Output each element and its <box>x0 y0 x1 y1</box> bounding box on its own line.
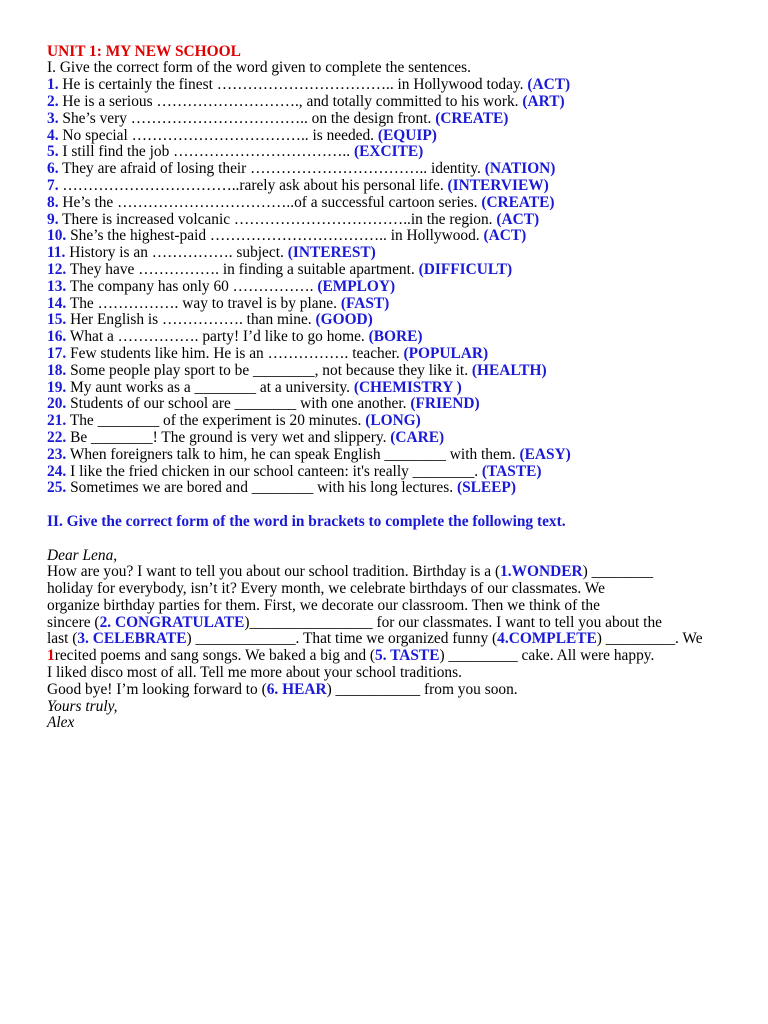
item-number: 25. <box>47 479 67 497</box>
item-base-word: (INTEREST) <box>287 244 376 262</box>
letter-line <box>47 564 703 581</box>
item-number: 15. <box>47 311 67 329</box>
item-number: 8. <box>47 193 59 211</box>
item-base-word: (TASTE) <box>481 462 542 480</box>
letter-text: recited poems and sang songs. We baked a big and ( <box>54 647 376 665</box>
letter-marker: 1 <box>47 647 55 665</box>
item-base-word: (NATION) <box>484 160 556 178</box>
item-sentence: Be ________! The ground is very wet and slippery. <box>70 428 387 446</box>
letter-base-word: 1.WONDER <box>500 563 583 581</box>
item-base-word: (HEALTH) <box>471 361 547 379</box>
exercise-item <box>47 430 703 447</box>
item-base-word: (FRIEND) <box>410 395 480 413</box>
part1-instruction: I. Give the correct form of the word given to complete the sentences. <box>47 59 471 77</box>
item-sentence: He’s the ……………………………..of a successful cartoon series. <box>62 193 478 211</box>
item-sentence: Some people play sport to be ________, not because they like it. <box>70 361 469 379</box>
item-number: 12. <box>47 260 67 278</box>
exercise-item <box>47 346 703 363</box>
letter-base-word: 2. CONGRATULATE <box>99 613 245 631</box>
letter-text: Good bye! I’m looking forward to ( <box>47 680 267 698</box>
letter-line <box>47 581 703 598</box>
letter-line <box>47 682 703 699</box>
item-number: 23. <box>47 445 67 463</box>
letter-base-word: 6. HEAR <box>266 680 327 698</box>
exercise-item <box>47 94 703 111</box>
item-base-word: (CREATE) <box>435 109 509 127</box>
exercise-item <box>47 77 703 94</box>
exercise-item <box>47 245 703 262</box>
exercise-item <box>47 144 703 161</box>
item-sentence: She’s the highest-paid …………………………….. in Hollywood. <box>70 227 480 245</box>
item-base-word: (INTERVIEW) <box>447 176 549 194</box>
letter-text: )________________ for our classmates. I want to tell you about the <box>244 613 662 631</box>
item-base-word: (ACT) <box>496 210 540 228</box>
item-base-word: (ACT) <box>527 76 571 94</box>
item-number: 3. <box>47 109 59 127</box>
item-number: 16. <box>47 328 67 346</box>
item-number: 13. <box>47 277 67 295</box>
letter-text: holiday for everybody, isn’t it? Every month, we celebrate birthdays of our classmates. We <box>47 580 605 598</box>
exercise-item <box>47 329 703 346</box>
letter-line <box>47 648 703 665</box>
letter-text: ) _________. We <box>596 630 703 648</box>
item-number: 21. <box>47 412 67 430</box>
item-number: 7. <box>47 176 59 194</box>
letter-text: ) _____________. That time we organized funny ( <box>186 630 498 648</box>
item-base-word: (EMPLOY) <box>317 277 396 295</box>
item-sentence: No special …………………………….. is needed. <box>62 126 375 144</box>
item-sentence: She’s very …………………………….. on the design front. <box>62 109 432 127</box>
item-number: 11. <box>47 244 66 262</box>
letter-line <box>47 598 703 615</box>
letter-signature: Alex <box>47 714 75 732</box>
exercise-item <box>47 312 703 329</box>
item-sentence: He is a serious ………………………., and totally committed to his work. <box>62 92 519 110</box>
item-sentence: History is an ……………. subject. <box>69 244 284 262</box>
exercise-item <box>47 212 703 229</box>
item-number: 1. <box>47 76 59 94</box>
item-base-word: (FAST) <box>340 294 390 312</box>
exercise-item <box>47 396 703 413</box>
item-number: 17. <box>47 344 67 362</box>
item-base-word: (EQUIP) <box>377 126 437 144</box>
item-number: 20. <box>47 395 67 413</box>
item-sentence: ……………………………..rarely ask about his personal life. <box>62 176 444 194</box>
item-base-word: (ACT) <box>483 227 527 245</box>
item-base-word: (EXCITE) <box>353 143 424 161</box>
letter-line <box>47 631 703 648</box>
item-base-word: (BORE) <box>368 328 423 346</box>
exercise-item <box>47 447 703 464</box>
item-number: 22. <box>47 428 67 446</box>
letter-base-word: 5. TASTE <box>375 647 440 665</box>
item-base-word: (CARE) <box>390 428 445 446</box>
item-sentence: Her English is ……………. than mine. <box>70 311 312 329</box>
exercise-item <box>47 480 703 497</box>
item-number: 18. <box>47 361 67 379</box>
item-number: 14. <box>47 294 67 312</box>
item-base-word: (LONG) <box>365 412 421 430</box>
blank-line <box>47 531 703 548</box>
item-sentence: They are afraid of losing their …………………………….. identity. <box>62 160 481 178</box>
item-base-word: (CREATE) <box>481 193 555 211</box>
exercise-item <box>47 363 703 380</box>
exercise-item <box>47 195 703 212</box>
item-sentence: There is increased volcanic ……………………………..in the region. <box>62 210 493 228</box>
letter-text: I liked disco most of all. Tell me more about your school traditions. <box>47 664 462 682</box>
item-sentence: My aunt works as a ________ at a university. <box>70 378 350 396</box>
letter-greeting: Dear Lena, <box>47 546 118 564</box>
exercise-item <box>47 228 703 245</box>
letter-text: last ( <box>47 630 78 648</box>
item-base-word: (CHEMISTRY ) <box>353 378 462 396</box>
exercise-item <box>47 178 703 195</box>
item-sentence: I like the fried chicken in our school canteen: it's really ________. <box>70 462 479 480</box>
item-sentence: The company has only 60 ……………. <box>69 277 314 295</box>
letter-line <box>47 665 703 682</box>
letter-text: ) ___________ from you soon. <box>326 680 518 698</box>
item-sentence: They have ……………. in finding a suitable apartment. <box>69 260 415 278</box>
part2-heading: II. Give the correct form of the word in brackets to complete the following text. <box>47 512 566 530</box>
item-number: 10. <box>47 227 67 245</box>
worksheet-body <box>47 44 703 733</box>
exercise-item <box>47 380 703 397</box>
blank-line <box>47 497 703 514</box>
item-base-word: (SLEEP) <box>456 479 516 497</box>
exercise-item <box>47 413 703 430</box>
exercise-item <box>47 464 703 481</box>
item-sentence: When foreigners talk to him, he can speak English ________ with them. <box>69 445 516 463</box>
unit-title: UNIT 1: MY NEW SCHOOL <box>47 42 241 60</box>
letter-base-word: 3. CELEBRATE <box>77 630 187 648</box>
exercise-item <box>47 296 703 313</box>
item-number: 4. <box>47 126 59 144</box>
letter-base-word: 4.COMPLETE <box>497 630 597 648</box>
item-sentence: What a ……………. party! I’d like to go home. <box>69 328 365 346</box>
item-sentence: Sometimes we are bored and ________ with his long lectures. <box>70 479 454 497</box>
letter-text: ) _________ cake. All were happy. <box>439 647 655 665</box>
item-base-word: (EASY) <box>519 445 571 463</box>
item-sentence: He is certainly the finest …………………………….. in Hollywood today. <box>62 76 524 94</box>
exercise-item <box>47 111 703 128</box>
item-sentence: The ……………. way to travel is by plane. <box>69 294 337 312</box>
item-sentence: Few students like him. He is an ……………. teacher. <box>70 344 400 362</box>
item-base-word: (DIFFICULT) <box>418 260 513 278</box>
letter-line <box>47 615 703 632</box>
exercise-item <box>47 128 703 145</box>
item-number: 5. <box>47 143 59 161</box>
exercise-item <box>47 161 703 178</box>
item-number: 9. <box>47 210 59 228</box>
letter-text: How are you? I want to tell you about our school tradition. Birthday is a ( <box>47 563 501 581</box>
item-sentence: Students of our school are ________ with one another. <box>70 395 407 413</box>
letter-text: organize birthday parties for them. First, we decorate our classroom. Then we think of the <box>47 596 600 614</box>
item-sentence: I still find the job …………………………….. <box>62 143 351 161</box>
item-sentence: The ________ of the experiment is 20 minutes. <box>69 412 362 430</box>
item-base-word: (GOOD) <box>315 311 373 329</box>
exercise-item <box>47 262 703 279</box>
item-number: 24. <box>47 462 67 480</box>
item-number: 19. <box>47 378 67 396</box>
item-number: 2. <box>47 92 59 110</box>
item-base-word: (ART) <box>522 92 565 110</box>
exercise-item <box>47 279 703 296</box>
item-number: 6. <box>47 160 59 178</box>
letter-text: ) ________ <box>582 563 654 581</box>
letter-closing: Yours truly, <box>47 697 118 715</box>
letter-text: sincere ( <box>47 613 100 631</box>
item-base-word: (POPULAR) <box>403 344 489 362</box>
